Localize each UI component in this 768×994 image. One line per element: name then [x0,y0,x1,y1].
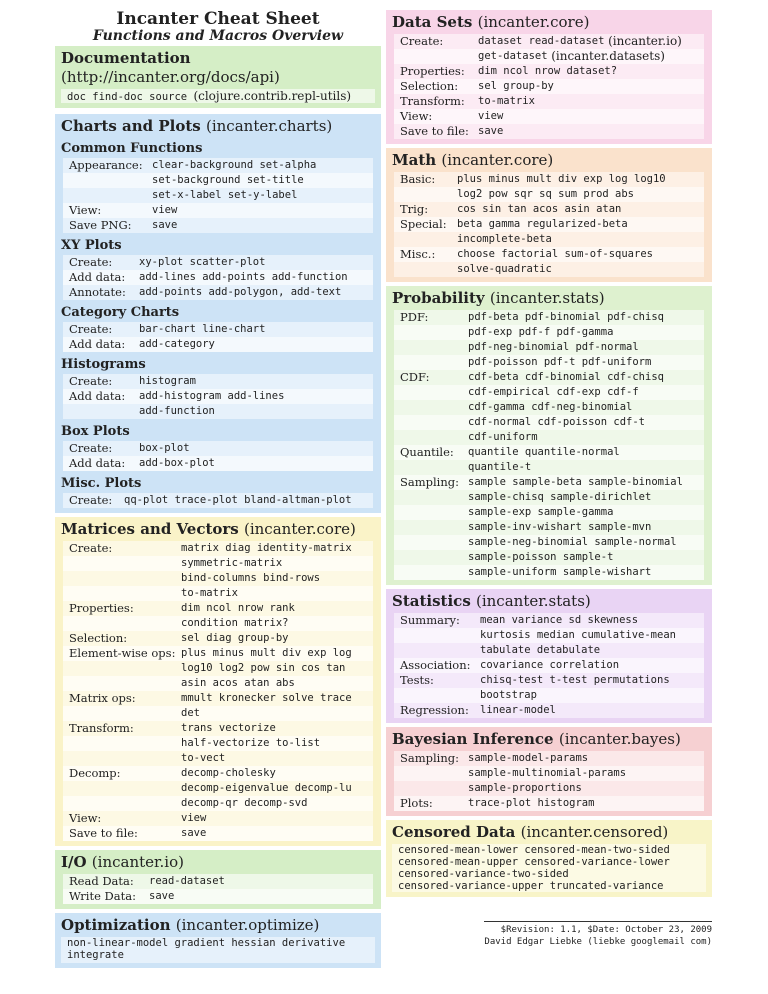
table-row: Transform: to-matrix [394,94,704,109]
right-column [386,10,712,948]
table-row: pdf-exp pdf-f pdf-gamma [394,325,704,340]
table-row: sample-neg-binomial sample-normal [394,535,704,550]
censored-section [386,820,712,897]
box-plots-heading: Box Plots [61,424,130,439]
table-row: cdf-gamma cdf-neg-binomial [394,400,704,415]
censored-line-1: censored-mean-lower censored-mean-two-sided [392,844,706,856]
probability-table [394,310,704,580]
table-row: bootstrap [394,688,704,703]
footer [484,921,712,948]
datasets-section [386,10,712,144]
table-row: Create: box-plot [63,441,373,456]
censored-line-2: censored-mean-upper censored-variance-lower [392,856,706,868]
documentation-section [55,46,381,108]
table-row: tabulate detabulate [394,643,704,658]
probability-title: Probability (incanter.stats) [392,289,605,307]
table-row: Sampling: sample-model-params [394,751,704,766]
table-row: det [63,706,373,721]
math-table [394,172,704,277]
table-row: PDF: pdf-beta pdf-binomial pdf-chisq [394,310,704,325]
censored-line-3: censored-variance-two-sided [392,868,706,880]
matrices-section [55,517,381,846]
table-row: Annotate: add-points add-polygon, add-text [63,285,373,300]
table-row: Add data: add-histogram add-lines [63,389,373,404]
table-row: Misc.: choose factorial sum-of-squares [394,247,704,262]
table-row: set-x-label set-y-label [63,188,373,203]
category-charts-table [63,322,373,352]
table-row: Properties: dim ncol nrow dataset? [394,64,704,79]
table-row: cdf-empirical cdf-exp cdf-f [394,385,704,400]
table-row: kurtosis median cumulative-mean [394,628,704,643]
revision-text: $Revision: 1.1, $Date: October 23, 2009 [500,925,712,935]
io-title: I/O (incanter.io) [61,853,184,871]
datasets-title: Data Sets (incanter.core) [392,13,590,31]
common-functions-heading: Common Functions [61,141,203,156]
matrices-table [63,541,373,841]
table-row: sample-chisq sample-dirichlet [394,490,704,505]
table-row: to-vect [63,751,373,766]
table-row: decomp-eigenvalue decomp-lu [63,781,373,796]
io-table [63,874,373,904]
category-charts-heading: Category Charts [61,305,180,320]
table-row: sample-exp sample-gamma [394,505,704,520]
table-row: solve-quadratic [394,262,704,277]
table-row: Write Data: save [63,889,373,904]
table-row: View: view [394,109,704,124]
table-row: Selection: sel group-by [394,79,704,94]
table-row: half-vectorize to-list [63,736,373,751]
box-plots-table [63,441,373,471]
table-row: Properties: dim ncol nrow rank [63,601,373,616]
bayes-table [394,751,704,811]
table-row: set-background set-title [63,173,373,188]
table-row: pdf-neg-binomial pdf-normal [394,340,704,355]
documentation-functions: doc find-doc source (clojure.contrib.repl-utils) [61,89,375,103]
table-row: View: view [63,811,373,826]
bayes-title: Bayesian Inference (incanter.bayes) [392,730,681,748]
misc-plots-table [63,493,373,508]
table-row: add-function [63,404,373,419]
table-row: decomp-qr decomp-svd [63,796,373,811]
table-row: Tests: chisq-test t-test permutations [394,673,704,688]
statistics-section [386,589,712,723]
table-row: sample-multinomial-params [394,766,704,781]
table-row: View: view [63,203,373,218]
table-row: Quantile: quantile quantile-normal [394,445,704,460]
table-row: Add data: add-box-plot [63,456,373,471]
table-row: Create: bar-chart line-chart [63,322,373,337]
table-row: to-matrix [63,586,373,601]
table-row: symmetric-matrix [63,556,373,571]
table-row: Basic: plus minus mult div exp log log10 [394,172,704,187]
table-row: Create: matrix diag identity-matrix [63,541,373,556]
table-row: cdf-normal cdf-poisson cdf-t [394,415,704,430]
table-row: Trig: cos sin tan acos asin atan [394,202,704,217]
documentation-title: Documentation (http://incanter.org/docs/api) [61,49,280,86]
table-row: cdf-uniform [394,430,704,445]
table-row: Create: xy-plot scatter-plot [63,255,373,270]
table-row: incomplete-beta [394,232,704,247]
histograms-heading: Histograms [61,357,146,372]
table-row: Add data: add-lines add-points add-function [63,270,373,285]
table-row: asin acos atan abs [63,676,373,691]
io-section [55,850,381,909]
bayes-section [386,727,712,816]
table-row: sample-proportions [394,781,704,796]
math-title: Math (incanter.core) [392,151,554,169]
charts-title: Charts and Plots (incanter.charts) [61,117,333,135]
statistics-title: Statistics (incanter.stats) [392,592,591,610]
censored-title: Censored Data (incanter.censored) [392,823,669,841]
table-row: Save to file: save [394,124,704,139]
common-functions-table [63,158,373,233]
table-row: Create: qq-plot trace-plot bland-altman-plot [63,493,373,508]
optimization-title: Optimization (incanter.optimize) [61,916,320,934]
table-row: Read Data: read-dataset [63,874,373,889]
xy-plots-table [63,255,373,300]
table-row: get-dataset (incanter.datasets) [394,49,704,64]
table-row: log10 log2 pow sin cos tan [63,661,373,676]
table-row: CDF: cdf-beta cdf-binomial cdf-chisq [394,370,704,385]
table-row: Transform: trans vectorize [63,721,373,736]
optimization-line-1: non-linear-model gradient hessian derivative [61,937,375,949]
probability-section [386,286,712,585]
table-row: Summary: mean variance sd skewness [394,613,704,628]
table-row: Save to file: save [63,826,373,841]
table-row: Regression: linear-model [394,703,704,718]
table-row: Create: dataset read-dataset (incanter.io) [394,34,704,49]
table-row: sample-poisson sample-t [394,550,704,565]
table-row: Special: beta gamma regularized-beta [394,217,704,232]
optimization-section [55,913,381,968]
left-column [55,8,381,972]
misc-plots-heading: Misc. Plots [61,476,142,491]
table-row: Appearance: clear-background set-alpha [63,158,373,173]
page-subtitle: Functions and Macros Overview [92,28,344,44]
table-row: Element-wise ops: plus minus mult div exp log [63,646,373,661]
table-row: condition matrix? [63,616,373,631]
page-title: Incanter Cheat Sheet [116,9,320,29]
table-row: Create: histogram [63,374,373,389]
xy-plots-heading: XY Plots [61,238,122,253]
table-row: Association: covariance correlation [394,658,704,673]
table-row: Selection: sel diag group-by [63,631,373,646]
optimization-line-2: integrate [61,949,375,963]
histograms-table [63,374,373,419]
table-row: sample-inv-wishart sample-mvn [394,520,704,535]
censored-line-4: censored-variance-upper truncated-variance [392,880,706,892]
table-row: pdf-poisson pdf-t pdf-uniform [394,355,704,370]
statistics-table [394,613,704,718]
charts-section [55,114,381,513]
table-row: bind-columns bind-rows [63,571,373,586]
math-section [386,148,712,282]
matrices-title: Matrices and Vectors (incanter.core) [61,520,356,538]
table-row: Plots: trace-plot histogram [394,796,704,811]
table-row: log2 pow sqr sq sum prod abs [394,187,704,202]
table-row: Decomp: decomp-cholesky [63,766,373,781]
table-row: quantile-t [394,460,704,475]
table-row: Save PNG: save [63,218,373,233]
table-row: Matrix ops: mmult kronecker solve trace [63,691,373,706]
table-row: sample-uniform sample-wishart [394,565,704,580]
table-row: Add data: add-category [63,337,373,352]
datasets-table [394,34,704,139]
table-row: Sampling: sample sample-beta sample-binomial [394,475,704,490]
author-text: David Edgar Liebke (liebke googlemail com) [484,937,712,947]
